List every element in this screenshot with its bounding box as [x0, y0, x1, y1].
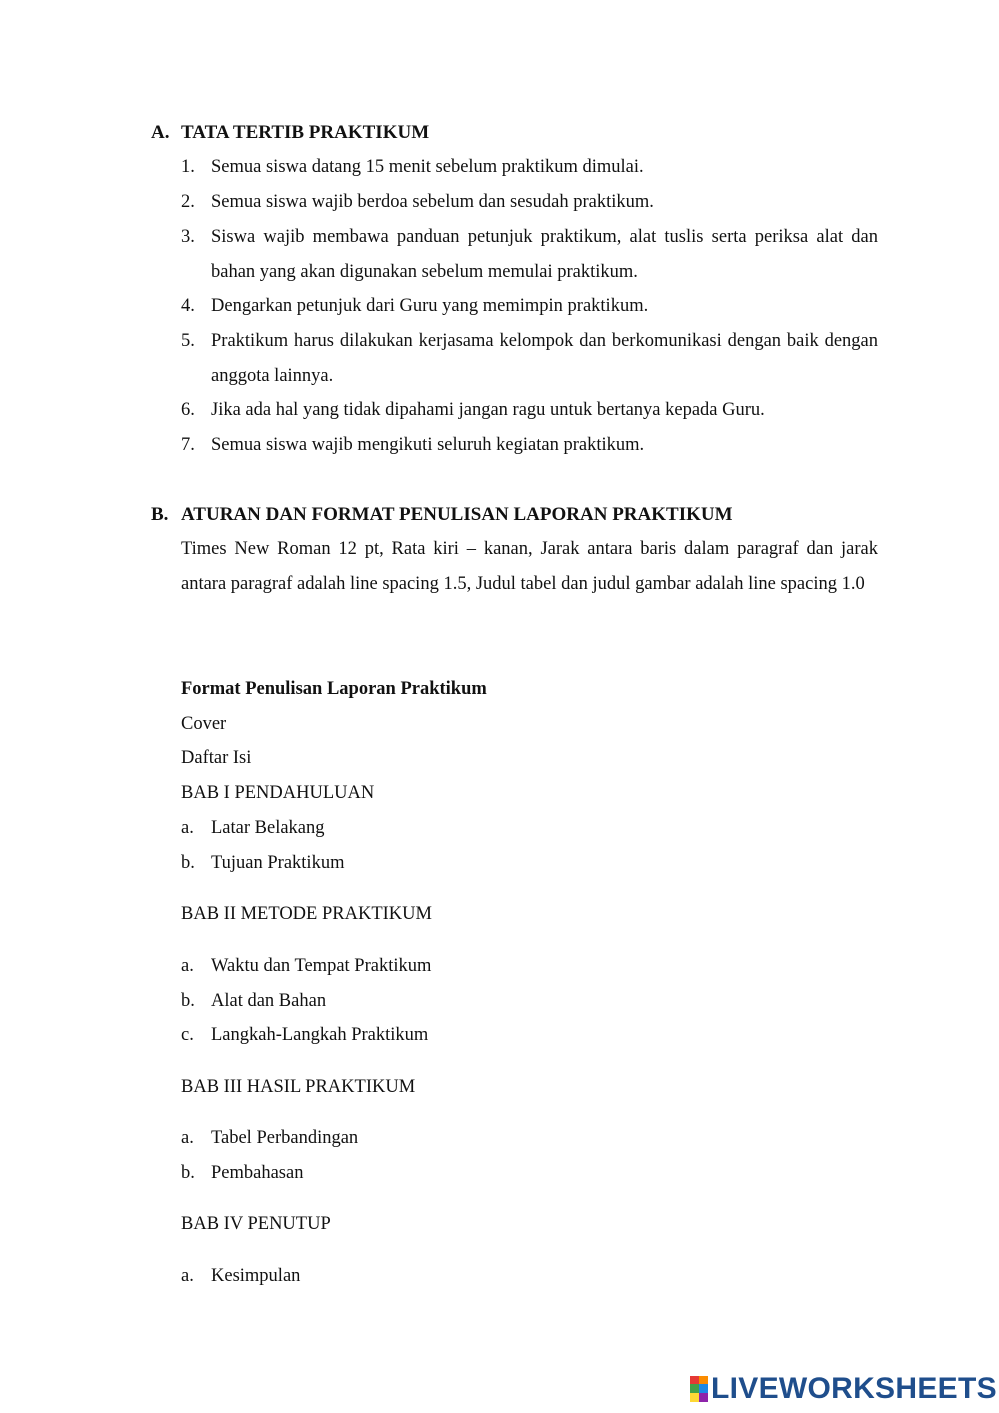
- list-item: [181, 1018, 878, 1053]
- list-item: [181, 811, 878, 846]
- list-item-number: 6.: [181, 400, 195, 420]
- list-item-number: 5.: [181, 331, 195, 351]
- list-item-text: Tujuan Praktikum: [211, 853, 345, 873]
- section-b-heading: [151, 503, 733, 527]
- list-item: [181, 1259, 878, 1294]
- liveworksheets-logo-icon: [690, 1376, 708, 1402]
- list-item-number: 2.: [181, 192, 195, 212]
- list-item: [181, 949, 878, 984]
- list-item-text: Semua siswa datang 15 menit sebelum praktikum dimulai.: [211, 157, 644, 177]
- bab1-title: BAB I PENDAHULUAN: [181, 783, 375, 803]
- bab3-title: BAB III HASIL PRAKTIKUM: [181, 1077, 416, 1097]
- bab4-title: BAB IV PENUTUP: [181, 1214, 331, 1234]
- section-a-title: TATA TERTIB PRAKTIKUM: [181, 122, 430, 143]
- list-item-text: Dengarkan petunjuk dari Guru yang memimpin praktikum.: [211, 296, 649, 316]
- format-heading: Format Penulisan Laporan Praktikum: [181, 679, 487, 699]
- section-a-letter: A.: [151, 122, 170, 143]
- list-item: [181, 150, 878, 185]
- list-item-text: Semua siswa wajib mengikuti seluruh kegiatan praktikum.: [211, 435, 645, 455]
- format-paragraph: Times New Roman 12 pt, Rata kiri – kanan, Jarak antara baris dalam paragraf dan jarak antara paragraf adalah line spacing 1.5, Judul tabel dan judul gambar adalah line spacing 1.0: [181, 539, 878, 594]
- list-item: [181, 393, 878, 428]
- list-item-text: Jika ada hal yang tidak dipahami jangan ragu untuk bertanya kepada Guru.: [211, 400, 765, 420]
- list-item: [181, 846, 878, 881]
- list-item-label: a.: [181, 818, 194, 838]
- list-item-number: 4.: [181, 296, 195, 316]
- list-item: [181, 185, 878, 220]
- list-item-label: a.: [181, 956, 194, 976]
- list-item-text: Kesimpulan: [211, 1266, 301, 1286]
- list-item-text: Semua siswa wajib berdoa sebelum dan sesudah praktikum.: [211, 192, 654, 212]
- list-item: [181, 220, 878, 290]
- list-item: [181, 324, 878, 394]
- list-item: [181, 428, 878, 463]
- list-item-text: Langkah-Langkah Praktikum: [211, 1025, 429, 1045]
- section-b-title: ATURAN DAN FORMAT PENULISAN LAPORAN PRAKTIKUM: [181, 504, 733, 525]
- list-item-number: 7.: [181, 435, 195, 455]
- list-item-text: Waktu dan Tempat Praktikum: [211, 956, 432, 976]
- cover-line: Cover: [181, 714, 227, 734]
- list-item-label: a.: [181, 1266, 194, 1286]
- list-item-label: b.: [181, 853, 195, 873]
- list-item-text: Tabel Perbandingan: [211, 1128, 359, 1148]
- list-item-text: Latar Belakang: [211, 818, 325, 838]
- list-item: [181, 289, 878, 324]
- daftar-isi-line: Daftar Isi: [181, 748, 252, 768]
- bab2-title: BAB II METODE PRAKTIKUM: [181, 904, 432, 924]
- list-item-label: c.: [181, 1025, 194, 1045]
- list-item-label: a.: [181, 1128, 194, 1148]
- list-item-label: b.: [181, 991, 195, 1011]
- list-item-label: b.: [181, 1163, 195, 1183]
- section-b-letter: B.: [151, 504, 169, 525]
- watermark-text: LIVEWORKSHEETS: [711, 1372, 997, 1405]
- list-item-number: 1.: [181, 157, 195, 177]
- list-item: [181, 1156, 878, 1191]
- list-item: [181, 984, 878, 1019]
- list-item-text: Pembahasan: [211, 1163, 304, 1183]
- list-item-text: Siswa wajib membawa panduan petunjuk praktikum, alat tuslis serta periksa alat dan bahan yang akan digunakan sebelum memulai praktikum.: [211, 227, 878, 282]
- list-item-text: Alat dan Bahan: [211, 991, 327, 1011]
- list-item: [181, 1121, 878, 1156]
- section-a-heading: [151, 121, 429, 145]
- list-item-number: 3.: [181, 227, 195, 247]
- list-item-text: Praktikum harus dilakukan kerjasama kelompok dan berkomunikasi dengan baik dengan anggota lainnya.: [211, 331, 878, 386]
- liveworksheets-watermark: [690, 1374, 997, 1404]
